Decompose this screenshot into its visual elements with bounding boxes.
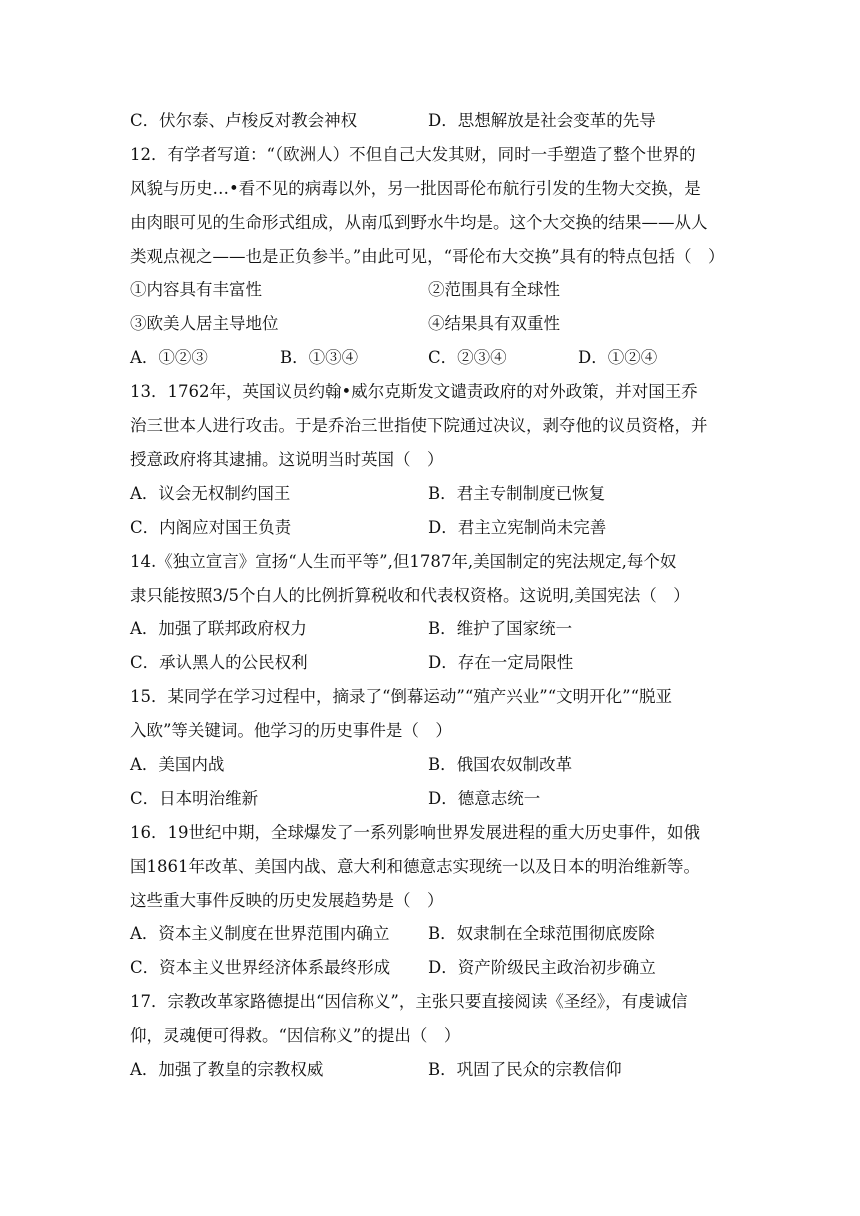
- q16-stem-line-3: 这些重大事件反映的历史发展趋势是（ ）: [130, 891, 444, 910]
- q16-stem-line-2: 国1861年改革、美国内战、意大利和德意志实现统一以及日本的明治维新等。: [130, 857, 700, 876]
- q14-stem-line-2: 隶只能按照3/5个白人的比例折算税收和代表权资格。这说明,美国宪法（ ）: [130, 586, 690, 605]
- q12-item-1: ①内容具有丰富性: [130, 280, 262, 299]
- q14-option-d: D．存在一定局限性: [428, 653, 574, 672]
- q13-stem-line-2: 治三世本人进行攻击。于是乔治三世指使下院通过决议，剥夺他的议员资格，并: [130, 416, 708, 435]
- q15-stem-line-2: 入欧”等关键词。他学习的历史事件是（ ）: [130, 721, 452, 740]
- q13-option-d: D．君主立宪制尚未完善: [428, 518, 607, 537]
- q12-option-d: D．①②④: [578, 348, 658, 367]
- q16-option-a: A．资本主义制度在世界范围内确立: [130, 924, 390, 943]
- q17-option-a: A．加强了教皇的宗教权威: [130, 1060, 324, 1079]
- q12-stem-line-4: 类观点视之——也是正负参半。”由此可见，“哥伦布大交换”具有的特点包括（ ）: [130, 247, 725, 266]
- q13-option-b: B．君主专制制度已恢复: [428, 484, 606, 503]
- q15-option-b: B．俄国农奴制改革: [428, 755, 573, 774]
- q12-stem-line-1: 12．有学者写道：“（欧洲人）不但自己大发其财，同时一手塑造了整个世界的: [130, 145, 696, 164]
- q12-option-c: C．②③④: [428, 348, 507, 367]
- q16-stem-line-1: 16．19世纪中期，全球爆发了一系列影响世界发展进程的重大历史事件，如俄: [130, 823, 700, 842]
- q15-stem-line-1: 15．某同学在学习过程中，摘录了“倒幕运动”“殖产兴业”“文明开化”“脱亚: [130, 687, 673, 706]
- q12-option-b: B．①③④: [280, 348, 359, 367]
- q17-stem-line-1: 17．宗教改革家路德提出“因信称义”，主张只要直接阅读《圣经》，有虔诚信: [130, 992, 688, 1011]
- q13-stem-line-3: 授意政府将其逮捕。这说明当时英国（ ）: [130, 450, 444, 469]
- q16-option-b: B．奴隶制在全球范围彻底废除: [428, 924, 655, 943]
- q16-option-d: D．资产阶级民主政治初步确立: [428, 958, 656, 977]
- q12-option-a: A．①②③: [130, 348, 208, 367]
- q12-stem-line-2: 风貌与历史…•看不见的病毒以外，另一批因哥伦布航行引发的生物大交换，是: [130, 179, 701, 198]
- q17-stem-line-2: 仰，灵魂便可得救。“因信称义”的提出（ ）: [130, 1026, 461, 1045]
- q12-stem-line-3: 由肉眼可见的生命形式组成，从南瓜到野水牛均是。这个大交换的结果——从人: [130, 213, 708, 232]
- q12-item-3: ③欧美人居主导地位: [130, 314, 279, 333]
- q16-option-c: C．资本主义世界经济体系最终形成: [130, 958, 391, 977]
- q14-option-b: B．维护了国家统一: [428, 619, 573, 638]
- q11-option-c: C．伏尔泰、卢梭反对教会神权: [130, 111, 358, 130]
- q14-option-a: A．加强了联邦政府权力: [130, 619, 307, 638]
- q13-stem-line-1: 13．1762年，英国议员约翰•威尔克斯发文谴责政府的对外政策，并对国王乔: [130, 382, 698, 401]
- q15-option-a: A．美国内战: [130, 755, 225, 774]
- q14-stem-line-1: 14.《独立宣言》宣扬“人生而平等”,但1787年,美国制定的宪法规定,每个奴: [130, 552, 677, 571]
- q17-option-b: B．巩固了民众的宗教信仰: [428, 1060, 622, 1079]
- q13-option-a: A．议会无权制约国王: [130, 484, 291, 503]
- q15-option-c: C．日本明治维新: [130, 789, 259, 808]
- q13-option-c: C．内阁应对国王负责: [130, 518, 292, 537]
- q15-option-d: D．德意志统一: [428, 789, 541, 808]
- q12-item-2: ②范围具有全球性: [428, 280, 560, 299]
- q11-option-d: D．思想解放是社会变革的先导: [428, 111, 656, 130]
- q14-option-c: C．承认黑人的公民权利: [130, 653, 308, 672]
- q12-item-4: ④结果具有双重性: [428, 314, 560, 333]
